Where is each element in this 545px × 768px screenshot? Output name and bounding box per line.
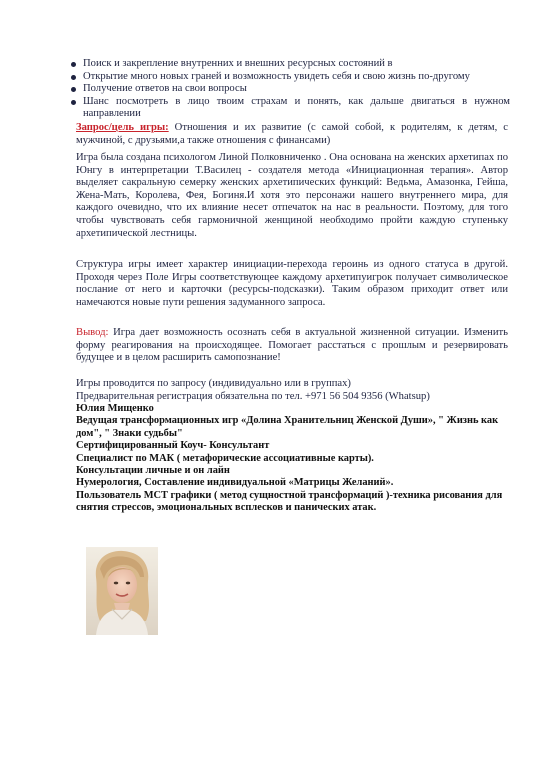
author-photo xyxy=(86,547,158,635)
request-text: Отношения и их развитие (с самой собой, к родителям, к детям, с мужчиной, с друзьями,а также отношения с финансами) xyxy=(76,122,508,146)
list-item: Открытие много новых граней и возможность увидеть себя и свою жизнь по-другому xyxy=(70,71,510,84)
portrait-image xyxy=(86,547,158,635)
author-credential: Сертифицированный Коуч- Консультант xyxy=(76,440,270,452)
list-item: Шанс посмотреть в лицо твоим страхам и понять, как дальше двигаться в нужном направлении xyxy=(70,96,510,121)
bullet-dot-icon xyxy=(71,62,76,67)
list-item: Получение ответов на свои вопросы xyxy=(70,83,510,96)
bullet-dot-icon xyxy=(71,100,76,105)
author-block xyxy=(76,403,516,515)
author-credential: Нумерология, Составление индивидуальной «Матрицы Желаний». xyxy=(76,477,394,489)
author-credential: Пользователь МСТ графики ( метод сущностной трансформаций )-техника рисования для снятия стрессов, эмоциональных всплесков и панических атак. xyxy=(76,489,503,514)
author-credential: Специалист по МАК ( метафорические ассоциативные карты). xyxy=(76,452,374,464)
author-credential: Консультации личные и он лайн xyxy=(76,465,230,477)
benefits-list xyxy=(70,58,510,121)
intro-paragraph: Игра была создана психологом Линой Полковниченко . Она основана на женских архетипах по Юнгу в интерпретации Т.Василец - создателя метода «Инициационная терапия». Автор выделяет сакральную семерку женских архетипических функций: Ведьма, Амазонка, Гейша, Жена-Мать, Королева, Фея, Богиня.И хотя это персонажи нашего внутреннего мира, для каждого очевидно, что их влияние несет отпечаток на нас в реальности. Поэтому, для того чтобы чувствовать себя гармоничной женщиной необходимо пройти каждую ступеньку архетипической лестницы. xyxy=(76,152,508,239)
bullet-dot-icon xyxy=(71,87,76,92)
structure-paragraph: Структура игры имеет характер инициации-перехода героинь из одного статуса в другой. Проходя через Поле Игры соответствующее каждому архетипуигрок получает символическое послание от него и карточки (ресурсы-подсказки). Таким образом приходит ответ или намечаются новые пути решения задуманного запроса. xyxy=(76,259,508,308)
bullet-dot-icon xyxy=(71,75,76,80)
conclusion-paragraph xyxy=(76,327,508,365)
author-name: Юлия Мищенко xyxy=(76,403,154,414)
format-line: Игры проводится по запросу (индивидуально или в группах) xyxy=(76,378,351,389)
conclusion-label: Вывод: xyxy=(76,327,109,338)
conclusion-text: Игра дает возможность осознать себя в актуальной жизненной ситуации. Изменить форму реагирования на происходящее. Помогает расстаться с прошлым и резервировать будущее и в целом расширить самопознание! xyxy=(76,327,508,364)
author-credential: Ведущая трансформационных игр «Долина Хранительниц Женской Души», " Жизнь как дом", " Знаки судьбы" xyxy=(76,415,499,439)
request-label: Запрос/цель игры: xyxy=(76,122,169,133)
registration-line: Предварительная регистрация обязательна по тел. +971 56 504 9356 (Whatsup) xyxy=(76,391,430,402)
game-request-paragraph xyxy=(76,122,508,147)
list-item: Поиск и закрепление внутренних и внешних ресурсных состояний в xyxy=(70,58,510,71)
